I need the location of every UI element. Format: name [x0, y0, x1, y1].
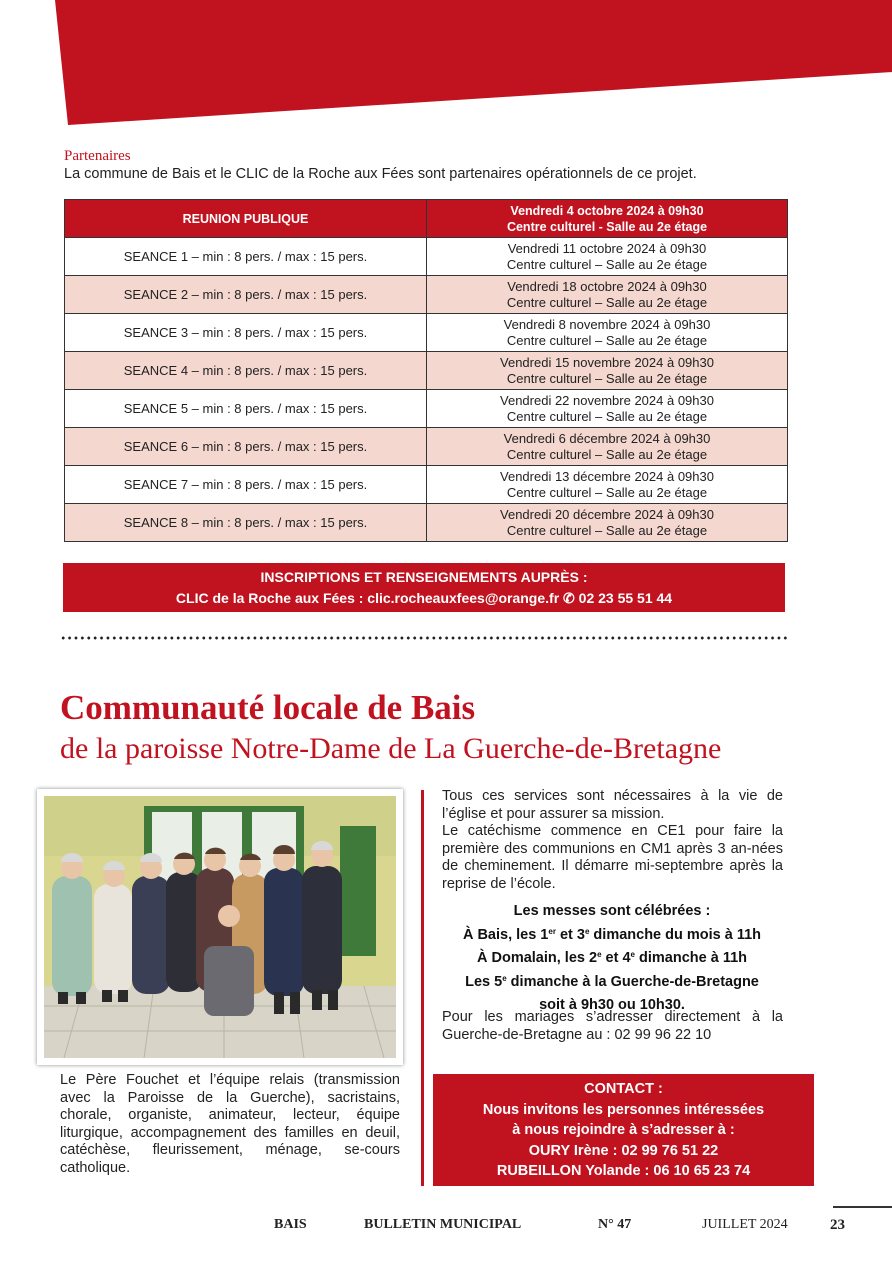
contact-line2: à nous rejoindre à s’adresser à :	[512, 1122, 735, 1138]
inscriptions-box	[63, 563, 785, 612]
masses-domalain-sup: e	[597, 950, 602, 959]
date-cell	[427, 314, 788, 352]
table-row	[65, 428, 788, 466]
schedule-table	[64, 199, 788, 542]
masses-bais-text: dimanche du mois à 11h	[589, 926, 762, 943]
table-row	[65, 314, 788, 352]
table-row	[65, 390, 788, 428]
header-label: REUNION PUBLIQUE	[65, 200, 427, 238]
inscriptions-title: INSCRIPTIONS ET RENSEIGNEMENTS AUPRÈS :	[260, 569, 588, 585]
masses-bais-sup: er	[548, 926, 556, 936]
session-cell: SEANCE 4 – min : 8 pers. / max : 15 pers.	[65, 352, 427, 390]
article-intro: Tous ces services sont nécessaires à la vie de l’église et pour assurer sa mission.	[442, 788, 783, 822]
session-cell: SEANCE 7 – min : 8 pers. / max : 15 pers.	[65, 466, 427, 504]
session-date: Vendredi 11 octobre 2024 à 09h30	[507, 240, 707, 256]
header-place: Centre culturel - Salle au 2e étage	[506, 219, 708, 234]
footer-issue: N° 47	[598, 1217, 632, 1232]
session-place: Centre culturel – Salle au 2e étage	[506, 370, 708, 386]
photo-caption: Le Père Fouchet et l’équipe relais (transmission avec la Paroisse de la Guerche), sacristains, chorale, organiste, animateur, lecteur, équipe liturgique, accompagnement des familles en deuil, catéchèse, fleurissement, ménage, se-cours catholique.	[60, 1072, 400, 1176]
date-cell	[427, 390, 788, 428]
article-title: Communauté locale de Bais	[60, 688, 476, 727]
contact-box	[433, 1074, 814, 1186]
table-header-row	[65, 200, 788, 238]
partners-title: Partenaires	[64, 148, 131, 164]
session-date: Vendredi 20 décembre 2024 à 09h30	[500, 506, 714, 522]
masses-guerche-time: soit à 9h30 ou 10h30.	[539, 997, 685, 1013]
column-divider	[421, 790, 424, 1186]
partners-text: La commune de Bais et le CLIC de la Roche aux Fées sont partenaires opérationnels de ce projet.	[64, 166, 697, 182]
date-cell	[427, 352, 788, 390]
contact-person1: OURY Irène : 02 99 76 51 22	[528, 1142, 719, 1159]
article-catechism: Le catéchisme commence en CE1 pour faire la première des communions en CM1 après 3 an-nées de cheminement. Il démarre mi-septembre après la reprise de l’école.	[442, 823, 783, 892]
footer-town: BAIS	[274, 1217, 307, 1232]
date-cell	[427, 276, 788, 314]
session-place: Centre culturel – Salle au 2e étage	[506, 294, 708, 310]
session-date: Vendredi 6 décembre 2024 à 09h30	[503, 430, 711, 446]
article-intro-block	[442, 788, 783, 894]
dotted-separator	[60, 636, 790, 640]
session-place: Centre culturel – Salle au 2e étage	[506, 332, 708, 348]
masses-domalain-text: et 4	[601, 950, 631, 966]
group-photo-illustration	[44, 796, 396, 1058]
date-cell	[427, 504, 788, 542]
masses-bais-sup: e	[584, 926, 590, 936]
page-number: 23	[830, 1217, 845, 1233]
session-date: Vendredi 18 octobre 2024 à 09h30	[507, 278, 707, 294]
masses-guerche-sup: e	[502, 973, 507, 983]
session-date: Vendredi 13 décembre 2024 à 09h30	[500, 468, 714, 484]
masses-bais	[432, 924, 792, 948]
masses-domalain-sup: e	[630, 950, 635, 959]
footer-rule	[833, 1206, 892, 1208]
masses-domalain-text: À Domalain, les 2	[476, 950, 598, 966]
date-cell	[427, 238, 788, 276]
masses-guerche-text: dimanche à la Guerche-de-Bretagne	[506, 973, 759, 990]
session-place: Centre culturel – Salle au 2e étage	[506, 522, 708, 538]
contact-person2: RUBEILLON Yolande : 06 10 65 23 74	[496, 1163, 751, 1179]
session-place: Centre culturel – Salle au 2e étage	[506, 256, 708, 272]
session-place: Centre culturel – Salle au 2e étage	[506, 408, 708, 424]
session-cell: SEANCE 6 – min : 8 pers. / max : 15 pers.	[65, 428, 427, 466]
session-date: Vendredi 22 novembre 2024 à 09h30	[500, 392, 714, 408]
masses-domalain	[432, 947, 792, 971]
session-place: Centre culturel – Salle au 2e étage	[506, 446, 708, 462]
contact-title: CONTACT :	[584, 1081, 663, 1097]
date-cell	[427, 428, 788, 466]
inscriptions-contact: CLIC de la Roche aux Fées : clic.rocheauxfees@orange.fr ✆ 02 23 55 51 44	[175, 590, 673, 606]
masses-bais-text: À Bais, les 1	[462, 926, 549, 943]
session-cell: SEANCE 2 – min : 8 pers. / max : 15 pers.	[65, 276, 427, 314]
table-row	[65, 276, 788, 314]
masses-guerche	[432, 971, 792, 995]
header-date: Vendredi 4 octobre 2024 à 09h30	[510, 203, 704, 218]
group-photo	[37, 789, 403, 1065]
footer-bulletin: BULLETIN MUNICIPAL	[364, 1217, 522, 1232]
date-cell	[427, 466, 788, 504]
session-cell: SEANCE 3 – min : 8 pers. / max : 15 pers.	[65, 314, 427, 352]
article-subtitle: de la paroisse Notre-Dame de La Guerche-de-Bretagne	[60, 732, 722, 765]
table-row	[65, 466, 788, 504]
masses-block	[432, 900, 792, 1018]
contact-line1: Nous invitons les personnes intéressées	[482, 1101, 765, 1118]
table-row	[65, 238, 788, 276]
session-cell: SEANCE 8 – min : 8 pers. / max : 15 pers.	[65, 504, 427, 542]
masses-title: Les messes sont célébrées :	[513, 903, 711, 919]
session-date: Vendredi 8 novembre 2024 à 09h30	[503, 316, 711, 332]
masses-bais-text: et 3	[555, 926, 585, 943]
session-cell: SEANCE 1 – min : 8 pers. / max : 15 pers.	[65, 238, 427, 276]
table-row	[65, 504, 788, 542]
footer-date: JUILLET 2024	[702, 1217, 788, 1232]
header-date-cell	[427, 200, 788, 238]
masses-guerche-text: Les 5	[465, 973, 503, 990]
top-banner	[0, 0, 892, 125]
session-date: Vendredi 15 novembre 2024 à 09h30	[500, 354, 714, 370]
table-row	[65, 352, 788, 390]
session-place: Centre culturel – Salle au 2e étage	[506, 484, 708, 500]
masses-domalain-text: dimanche à 11h	[634, 950, 748, 966]
session-cell: SEANCE 5 – min : 8 pers. / max : 15 pers.	[65, 390, 427, 428]
weddings-text: Pour les mariages s’adresser directement à la Guerche-de-Bretagne au : 02 99 96 22 10	[442, 1009, 783, 1043]
